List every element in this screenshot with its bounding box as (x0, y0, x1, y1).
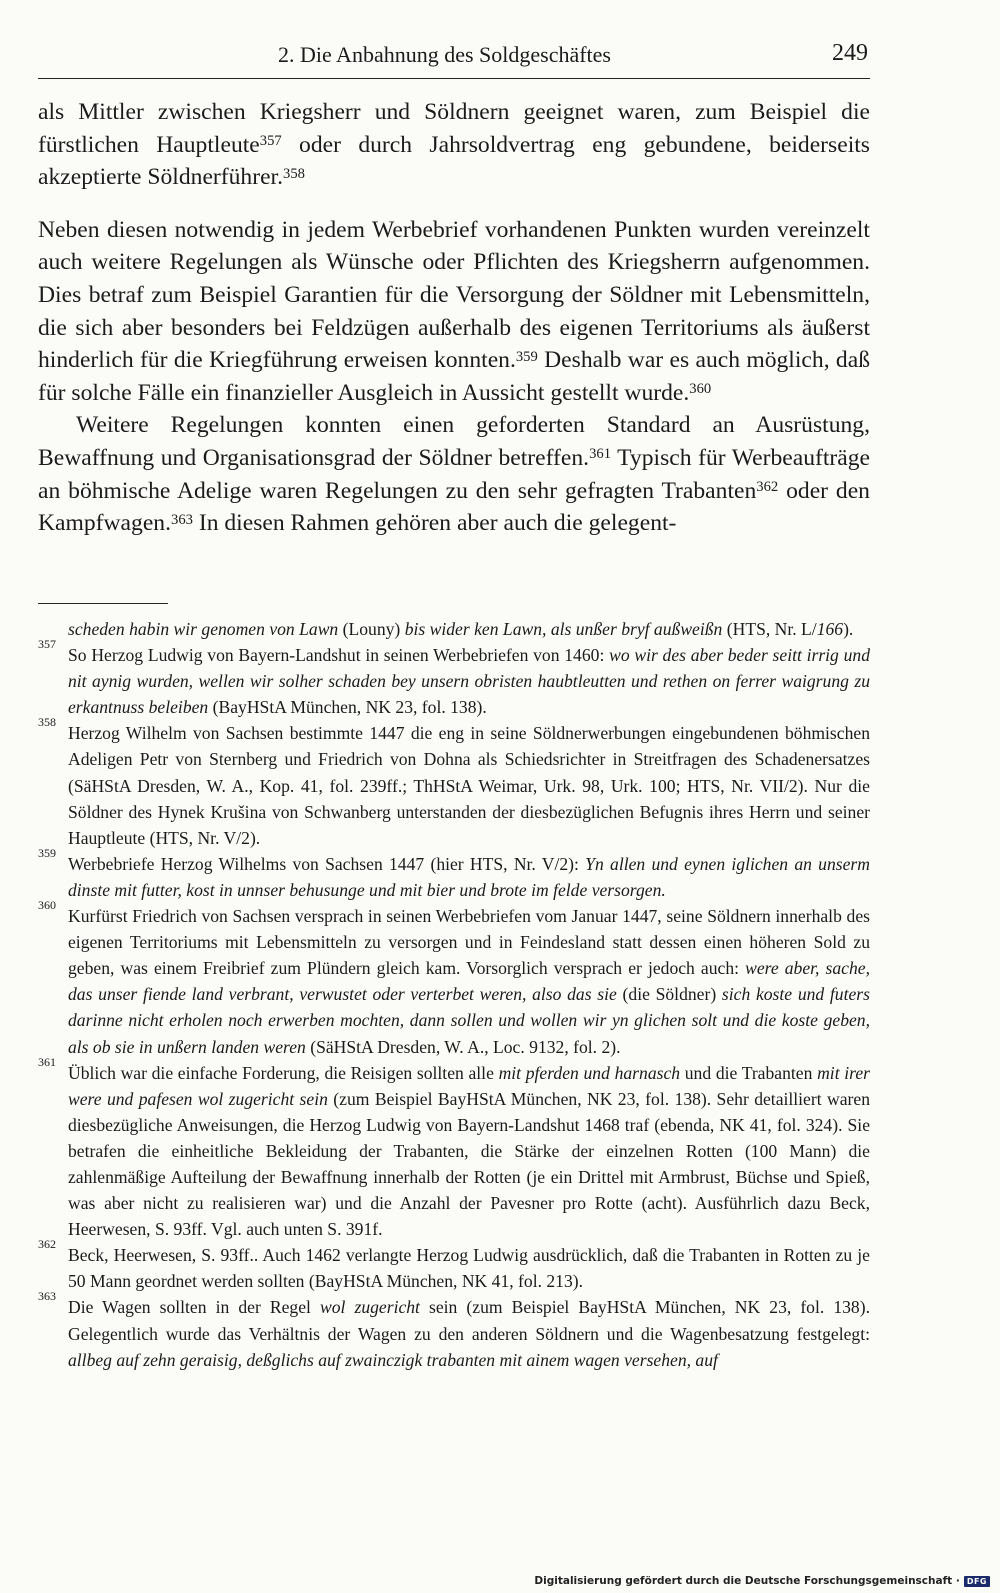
italic-run: wol zugericht (319, 1297, 420, 1318)
italic-run: mit pferden und harnasch (498, 1062, 681, 1083)
text-run: und die Trabanten (680, 1062, 818, 1083)
footnote-ref: 362 (756, 478, 779, 495)
text-run: als Mittler zwischen Kriegsherr und Söldnern geeignet waren, zum Beispiel die fürstlichen Hauptleute (38, 99, 870, 158)
text-run: Herzog Wilhelm von Sachsen bestimmte 1447 die eng in seine Söldnerwerbungen eingebundenen böhmischen Adeligen Petr von Sternberg und Friedrich von Dohna als Schiedsrichter in Streitfragen des Schadenersatzes (SäHStA Dresden, W. A., Kop. 41, fol. 239ff.; ThHStA Weimar, Urk. 98, Urk. 100; HTS, Nr. VII/2). Nur die Söldner des Hynek Krušina von Schwanberg unterstanden der diesbezüglichen Befugnis ihres Herrn und seiner Hauptleute (HTS, Nr. V/2). (68, 723, 870, 848)
footnote-number: 361 (38, 1054, 56, 1069)
text-run: Üblich war die einfache Forderung, die Reisigen sollten alle (68, 1062, 499, 1083)
footnote-number: 357 (38, 637, 56, 652)
text-run: Weitere Regelungen konnten einen geforderten Standard an Ausrüstung, Bewaffnung und Organisationsgrad der Söldner betreffen. (38, 412, 870, 471)
text-run: (die Söldner) (616, 984, 722, 1005)
footnote-ref: 357 (259, 133, 282, 150)
footnote-ref: 358 (283, 165, 305, 182)
text-run: In diesen Rahmen gehören aber auch die gelegent- (192, 510, 677, 537)
credit-text: Digitalisierung gefördert durch die Deutsche Forschungsgemeinschaft · (534, 1575, 960, 1587)
text-run: Beck, Heerwesen, S. 93ff.. Auch 1462 verlangte Herzog Ludwig ausdrücklich, daß die Trabanten in Rotten zu je 50 Mann geordnet werden sollten (BayHStA München, NK 41, fol. 213). (68, 1245, 870, 1292)
text-run: (SäHStA Dresden, W. A., Loc. 9132, fol. 2). (305, 1036, 621, 1057)
text-run: So Herzog Ludwig von Bayern-Landshut in seinen Werbebriefen von 1460: (68, 645, 610, 666)
text-run: Die Wagen sollten in der Regel (68, 1297, 320, 1318)
footnote-separator (38, 603, 168, 604)
running-header (38, 38, 870, 79)
footnote-ref: 359 (515, 348, 538, 365)
footnote-number: 358 (38, 715, 56, 730)
footnote (38, 715, 870, 850)
footnote-number: 360 (38, 898, 56, 913)
italic-run: wo wir des aber beder seitt irrig und nit aynig wurden, wellen wir solher schaden bey unsern obristen haubtleutten und rethen on ferrer waigrung zu erkantnuss beleiben (68, 645, 870, 718)
text-run: Werbebriefe Herzog Wilhelms von Sachsen 1447 (hier HTS, Nr. V/2): (68, 853, 586, 874)
text-run: (BayHStA München, NK 23, fol. 138). (208, 697, 487, 718)
footnote (38, 845, 870, 903)
dfg-logo-icon: DFG (964, 1576, 990, 1587)
paragraph (38, 214, 870, 410)
footnote-text (68, 645, 870, 717)
footnote-number: 363 (38, 1289, 56, 1304)
text-run: (zum Beispiel BayHStA München, NK 23, fol. 138). Sehr detailliert waren diesbezügliche Anweisungen, die Herzog Ludwig von Bayern-Landshut 1468 traf (ebenda, NK 41, fol. 324). Sie betrafen die einheitliche Bekleidung der Trabanten, die Stärke der einzelnen Rotten (100 Mann) die zahlenmäßige Aufteilung der Bewaffnung innerhalb der Rotten (je ein Drittel mit Armbrust, Büchse und Spieß, was aber nicht zu realisieren war) und die Anzahl der Pavesner pro Rotte (acht). Ausführlich dazu Beck, Heerwesen, S. 93ff. Vgl. auch unten S. 391f. (68, 1088, 870, 1240)
text-run: Deshalb war es auch möglich, daß für solche Fälle ein finanzieller Ausgleich in Aussicht gestellt wurde. (38, 347, 870, 406)
paragraph (38, 96, 870, 194)
text-run: oder den Kampfwagen. (38, 477, 870, 537)
digitization-credit (534, 1575, 990, 1587)
footnote (38, 616, 870, 642)
footnote-text (68, 1297, 870, 1369)
footnote-text (68, 619, 853, 639)
italic-run: bis wider ken Lawn, als unßer bryf außweißn (404, 619, 723, 639)
footnote (38, 1237, 870, 1294)
footnote-text (68, 1063, 870, 1240)
footnote-text (68, 1245, 870, 1291)
italic-run: Yn allen und eynen iglichen an unserm dinste mit futter, kost in unnser behusunge und mit bier und brote im felde versorgen. (68, 853, 870, 900)
text-run: Neben diesen notwendig in jedem Werbebrief vorhandenen Punkten wurden vereinzelt auch weitere Regelungen als Wünsche oder Pflichten des Kriegsherrn aufgenommen. Dies betraf zum Beispiel Garantien für die Versorgung der Söldner mit Lebensmitteln, die sich aber besonders bei Feldzügen außerhalb des eigenen Territoriums als äußerst hinderlich für die Kriegführung erweisen konnten. (38, 216, 870, 374)
text-run: Kurfürst Friedrich von Sachsen versprach in seinen Werbebriefen vom Januar 1447, seine Söldnern innerhalb des eigenen Territoriums mit Lebensmitteln zu versorgen und in Feindesland statt dessen einen höheren Sold zu geben, was einem Freibrief zum Plündern gleich kam. Vorsorglich versprach er jedoch auch: (68, 906, 870, 979)
text-run: ). (843, 619, 854, 639)
italic-run: sich koste und futers darinne nicht erholen noch erwerben mochten, dann sollen und wollen wir yn glichen solt und die koste geben, als ob sie in unßern landen weren (68, 984, 870, 1057)
italic-run: were aber, sache, das unser fiende land verbrant, verwustet oder verterbet weren, also das sie (68, 958, 870, 1005)
italic-run: mit irer were und pafesen wol zugericht sein (68, 1062, 870, 1109)
text-run: sein (zum Beispiel BayHStA München, NK 23, fol. 138). Gelegentlich wurde das Verhältnis der Wagen zu den anderen Söldnern und die Wagenbesatzung festgelegt: (68, 1297, 870, 1344)
page-number: 249 (832, 40, 868, 66)
text-run: Typisch für Werbeaufträge an böhmische Adelige waren Regelungen zu den sehr gefragten Trabanten (38, 444, 870, 504)
running-title: 2. Die Anbahnung des Soldgeschäftes (278, 42, 611, 67)
text-run: (Louny) (338, 619, 405, 639)
footnote (38, 898, 870, 1060)
italic-run: scheden habin wir genomen von Lawn (68, 619, 339, 639)
text-run: (HTS, Nr. L/ (722, 619, 817, 639)
footnote-ref: 360 (689, 381, 712, 398)
footnotes (38, 616, 870, 1373)
footnote-text (68, 906, 870, 1056)
footnote-number: 359 (38, 845, 56, 860)
footnote-number: 362 (38, 1237, 56, 1252)
footnote-ref: 363 (171, 511, 193, 528)
italic-run: allbeg auf zehn geraisig, deßglichs auf zwainczigk trabanten mit ainem wagen versehen, auf (68, 1349, 718, 1370)
footnote (38, 1289, 870, 1372)
footnote-ref: 361 (589, 446, 612, 463)
italic-run: 166 (816, 619, 844, 639)
text-run: oder durch Jahrsoldvertrag eng gebundene, beiderseits akzeptierte Söldnerführer. (38, 131, 870, 191)
footnote (38, 637, 870, 720)
footnote (38, 1054, 870, 1243)
footnote-text (68, 723, 870, 847)
main-text (38, 96, 870, 540)
paragraph (38, 409, 870, 539)
footnote-text (68, 854, 870, 900)
